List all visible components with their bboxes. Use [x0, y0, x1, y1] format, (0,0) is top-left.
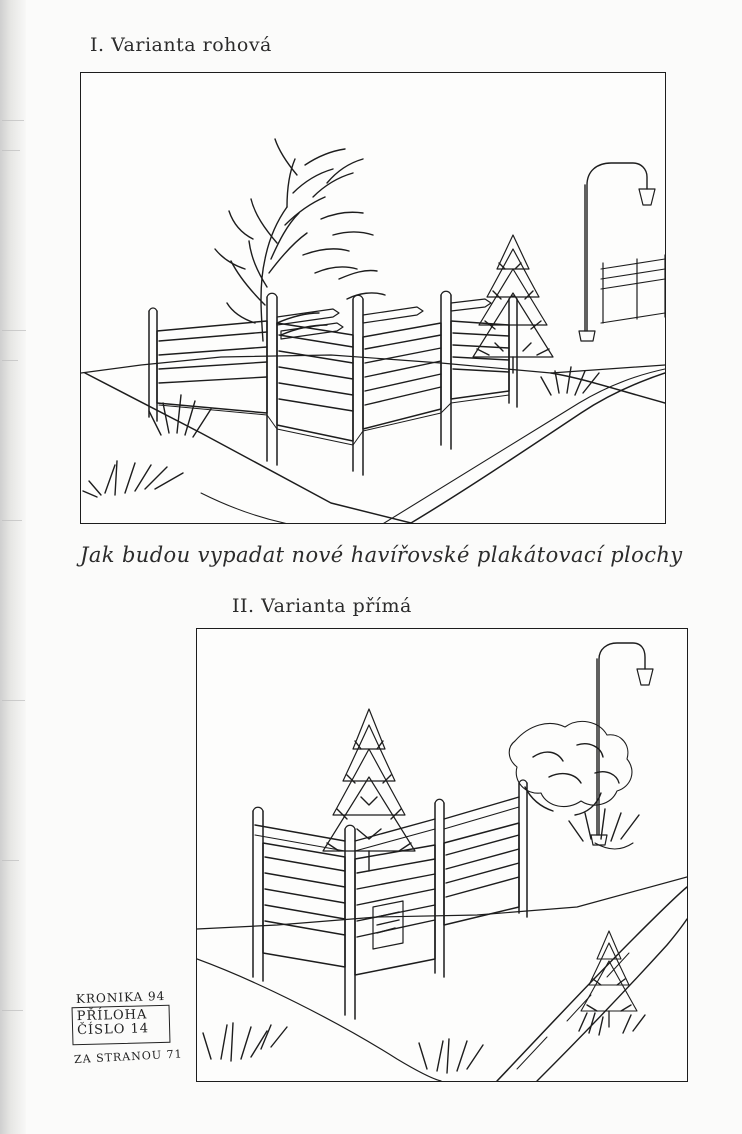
stamp-box-line-1: PŘÍLOHA — [76, 1007, 148, 1025]
page-edge-lines — [0, 0, 30, 1134]
figure-corner-variant — [80, 72, 666, 524]
figure-straight-variant — [196, 628, 688, 1082]
heading-variant-2: II. Varianta přímá — [232, 595, 412, 617]
heading-variant-1: I. Varianta rohová — [90, 34, 272, 56]
stamp-box — [72, 1005, 171, 1046]
figure-caption: Jak budou vypadat nové havířovské plakátovací plochy — [80, 543, 683, 567]
stamp-bottom-line: ZA STRANOU 71 — [73, 1047, 183, 1067]
stamp-box-line-2: ČÍSLO 14 — [76, 1020, 150, 1038]
archive-stamp — [72, 990, 192, 1086]
stamp-top-line: KRONIKA 94 — [75, 988, 166, 1007]
